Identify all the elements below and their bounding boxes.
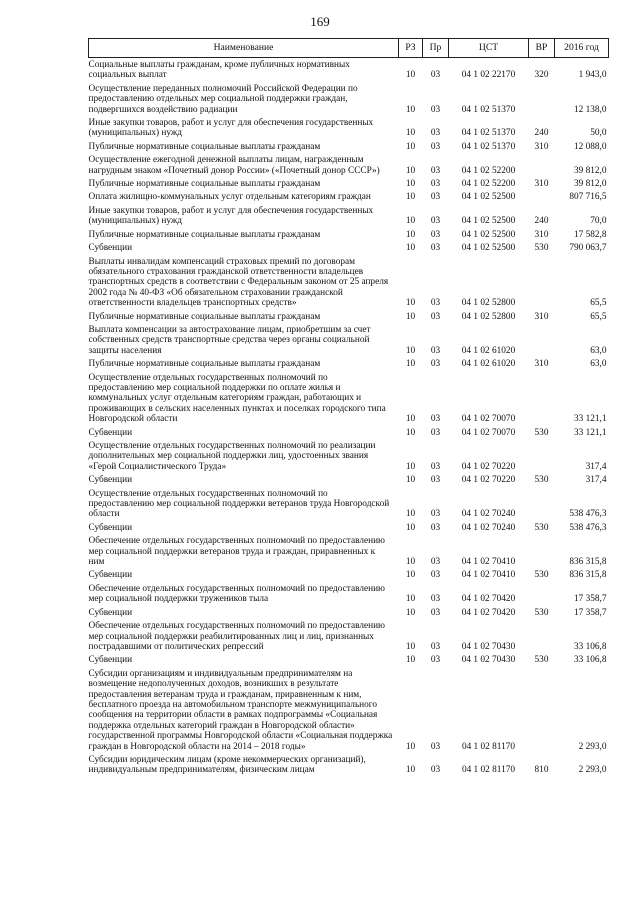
row-pr: 03 — [430, 741, 441, 752]
row-name: Обеспечение отдельных государственных полномочий по предоставлению мер социальной поддержки тружеников тыла — [88, 583, 386, 605]
row-name: Осуществление переданных полномочий Российской Федерации по предоставлению отдельных мер социальной поддержки граждан, подвергшихся воздействию радиации — [88, 83, 358, 115]
row-pr: 03 — [430, 70, 441, 81]
row-vr: 530 — [534, 570, 549, 581]
header-year: 2016 год — [555, 39, 609, 58]
row-amount: 17 358,7 — [573, 607, 607, 618]
row-rz: 10 — [405, 741, 416, 752]
row-amount: 538 476,3 — [569, 509, 607, 520]
table-row — [89, 140, 609, 153]
row-name: Осуществление отдельных государственных полномочий по реализации дополнительных мер социальной поддержки лиц, удостоенных звания «Герой Социалистического Труда» — [88, 441, 376, 472]
row-rz: 10 — [405, 345, 416, 356]
header-pr: Пр — [423, 39, 449, 58]
row-name: Иные закупки товаров, работ и услуг для обеспечения государственных (муниципальных) нужд — [88, 205, 374, 227]
row-name: Субвенции — [88, 475, 133, 486]
table-header-row — [89, 39, 609, 58]
row-cst: 04 1 02 70240 — [461, 522, 516, 533]
row-rz: 10 — [405, 70, 416, 81]
row-cst: 04 1 02 52500 — [461, 243, 516, 254]
table-row — [89, 58, 609, 82]
table-row — [89, 426, 609, 439]
row-pr: 03 — [430, 216, 441, 227]
row-amount: 39 812,0 — [573, 165, 607, 176]
row-amount: 17 358,7 — [573, 594, 607, 605]
row-vr — [529, 190, 555, 203]
table-row — [89, 534, 609, 568]
table-row — [89, 82, 609, 116]
row-vr: 530 — [534, 475, 549, 486]
row-amount: 317,4 — [585, 475, 607, 486]
row-rz: 10 — [405, 359, 416, 370]
row-cst: 04 1 02 81170 — [461, 765, 516, 776]
row-cst: 04 1 02 22170 — [461, 70, 516, 81]
row-pr: 03 — [430, 359, 441, 370]
row-pr: 03 — [430, 522, 441, 533]
row-cst: 04 1 02 70240 — [461, 509, 516, 520]
row-pr: 03 — [430, 104, 441, 115]
row-pr: 03 — [430, 179, 441, 190]
table-row — [89, 204, 609, 228]
row-name: Обеспечение отдельных государственных полномочий по предоставлению мер социальной поддержки ветеранов труда и граждан, приравненных к ним — [88, 536, 386, 568]
row-rz: 10 — [405, 570, 416, 581]
row-amount: 65,5 — [590, 311, 607, 322]
row-pr: 03 — [430, 229, 441, 240]
row-rz: 10 — [405, 594, 416, 605]
row-pr: 03 — [430, 570, 441, 581]
page-number: 169 — [310, 14, 330, 29]
row-vr: 310 — [534, 311, 549, 322]
row-amount: 33 121,1 — [573, 427, 607, 438]
table-row — [89, 255, 609, 310]
row-cst: 04 1 02 70430 — [461, 655, 516, 666]
row-name: Осуществление отдельных государственных полномочий по предоставлению мер социальной поддержки по оплате жилья и коммунальных услуг отдельным категориям граждан, работающих и проживающих в сельских населенных пунктах и поселках городского типа Новгородской области — [88, 372, 386, 425]
row-amount: 2 293,0 — [578, 765, 607, 776]
row-rz: 10 — [405, 216, 416, 227]
table-row — [89, 371, 609, 426]
row-vr: 240 — [534, 216, 549, 227]
row-vr: 530 — [534, 522, 549, 533]
row-vr — [529, 667, 555, 753]
row-cst: 04 1 02 70430 — [461, 641, 516, 652]
row-amount: 50,0 — [590, 128, 607, 139]
row-pr: 03 — [430, 141, 441, 152]
table-row — [89, 177, 609, 190]
row-amount: 12 088,0 — [573, 141, 607, 152]
row-pr: 03 — [430, 655, 441, 666]
row-vr: 310 — [534, 359, 549, 370]
row-pr: 03 — [430, 557, 441, 568]
table-row — [89, 667, 609, 753]
row-pr: 03 — [430, 414, 441, 425]
row-vr: 810 — [534, 765, 549, 776]
row-cst: 04 1 02 52200 — [461, 179, 516, 190]
row-name: Обеспечение отдельных государственных полномочий по предоставлению мер социальной поддержки реабилитированных лиц и лиц, признанных пострадавшими от политических репрессий — [88, 621, 386, 652]
row-cst: 04 1 02 52800 — [461, 311, 516, 322]
row-rz: 10 — [405, 179, 416, 190]
row-rz: 10 — [405, 192, 416, 203]
row-amount: 33 106,8 — [573, 655, 607, 666]
row-vr — [529, 619, 555, 653]
row-pr: 03 — [430, 509, 441, 520]
row-vr — [529, 439, 555, 473]
row-pr: 03 — [430, 345, 441, 356]
row-vr — [529, 487, 555, 521]
row-pr: 03 — [430, 594, 441, 605]
table-row — [89, 653, 609, 666]
row-rz: 10 — [405, 655, 416, 666]
row-pr: 03 — [430, 298, 441, 309]
row-cst: 04 1 02 61020 — [461, 345, 516, 356]
row-pr: 03 — [430, 765, 441, 776]
row-vr — [529, 534, 555, 568]
row-name: Иные закупки товаров, работ и услуг для обеспечения государственных (муниципальных) нужд — [88, 118, 374, 139]
row-name: Выплата компенсации за автострахование лицам, приобретшим за счет собственных средств транспортные средства через органы социальной защиты населения — [88, 324, 371, 356]
row-amount: 33 121,1 — [573, 414, 607, 425]
row-amount: 70,0 — [590, 216, 607, 227]
row-cst: 04 1 02 70070 — [461, 414, 516, 425]
row-cst: 04 1 02 52500 — [461, 229, 516, 240]
row-amount: 39 812,0 — [573, 179, 607, 190]
row-pr: 03 — [430, 461, 441, 472]
table-row — [89, 190, 609, 203]
row-cst: 04 1 02 70420 — [461, 594, 516, 605]
row-rz: 10 — [405, 475, 416, 486]
row-name: Субвенции — [88, 607, 133, 618]
row-rz: 10 — [405, 557, 416, 568]
row-vr: 320 — [534, 70, 549, 81]
row-amount: 1 943,0 — [578, 70, 607, 81]
row-cst: 04 1 02 70420 — [461, 607, 516, 618]
table-row — [89, 310, 609, 323]
row-cst: 04 1 02 52500 — [461, 192, 516, 203]
budget-table — [88, 38, 609, 777]
row-rz: 10 — [405, 765, 416, 776]
row-amount: 2 293,0 — [578, 741, 607, 752]
table-row — [89, 439, 609, 473]
row-name: Оплата жилищно-коммунальных услуг отдельным категориям граждан — [88, 192, 371, 203]
row-amount: 12 138,0 — [573, 104, 607, 115]
row-name: Осуществление отдельных государственных полномочий по предоставлению мер социальной поддержки ветеранов труда Новгородской области — [88, 488, 390, 520]
row-vr: 310 — [534, 179, 549, 190]
row-vr — [529, 582, 555, 606]
row-pr: 03 — [430, 641, 441, 652]
row-cst: 04 1 02 52200 — [461, 165, 516, 176]
row-cst: 04 1 02 51370 — [461, 128, 516, 139]
row-name: Осуществление ежегодной денежной выплаты лицам, награжденным нагрудным знаком «Почетный донор России» («Почетный донор СССР») — [88, 155, 380, 176]
table-row — [89, 357, 609, 370]
row-vr: 530 — [534, 655, 549, 666]
row-pr: 03 — [430, 427, 441, 438]
row-amount: 63,0 — [590, 359, 607, 370]
header-cst: ЦСТ — [449, 39, 529, 58]
row-rz: 10 — [405, 522, 416, 533]
row-name: Выплаты инвалидам компенсаций страховых премий по договорам обязательного страхования гражданской ответственности владельцев транспортных средств в соответствии с Федеральным законом от 25 апреля 2002 года № 40-ФЗ «Об обязательном страховании гражданской ответственности владельцев транспортных средств» — [88, 256, 389, 309]
row-cst: 04 1 02 61020 — [461, 359, 516, 370]
row-name: Публичные нормативные социальные выплаты гражданам — [88, 229, 321, 240]
row-vr: 530 — [534, 607, 549, 618]
row-name: Публичные нормативные социальные выплаты гражданам — [88, 311, 321, 322]
row-amount: 790 063,7 — [569, 243, 607, 254]
row-vr — [529, 82, 555, 116]
row-rz: 10 — [405, 128, 416, 139]
row-pr: 03 — [430, 192, 441, 203]
row-pr: 03 — [430, 475, 441, 486]
table-body — [89, 58, 609, 777]
row-vr: 240 — [534, 128, 549, 139]
row-rz: 10 — [405, 298, 416, 309]
row-name: Субвенции — [88, 570, 133, 581]
table-row — [89, 753, 609, 777]
row-pr: 03 — [430, 243, 441, 254]
row-rz: 10 — [405, 229, 416, 240]
row-cst: 04 1 02 51370 — [461, 104, 516, 115]
row-vr — [529, 255, 555, 310]
table-row — [89, 323, 609, 357]
header-vr: ВР — [529, 39, 555, 58]
row-name: Публичные нормативные социальные выплаты гражданам — [88, 359, 321, 370]
row-amount: 63,0 — [590, 345, 607, 356]
row-vr — [529, 371, 555, 426]
row-cst: 04 1 02 51370 — [461, 141, 516, 152]
header-name: Наименование — [89, 39, 399, 58]
row-rz: 10 — [405, 141, 416, 152]
row-vr — [529, 323, 555, 357]
row-name: Субвенции — [88, 522, 133, 533]
row-amount: 317,4 — [585, 461, 607, 472]
table-row — [89, 606, 609, 619]
row-cst: 04 1 02 52500 — [461, 216, 516, 227]
row-cst: 04 1 02 70070 — [461, 427, 516, 438]
row-rz: 10 — [405, 104, 416, 115]
row-amount: 836 315,8 — [569, 557, 607, 568]
row-rz: 10 — [405, 414, 416, 425]
row-cst: 04 1 02 81170 — [461, 741, 516, 752]
table-row — [89, 473, 609, 486]
row-name: Публичные нормативные социальные выплаты гражданам — [88, 141, 321, 152]
table-row — [89, 487, 609, 521]
row-name: Субвенции — [88, 655, 133, 666]
row-rz: 10 — [405, 165, 416, 176]
table-row — [89, 153, 609, 177]
row-amount: 17 582,8 — [573, 229, 607, 240]
row-pr: 03 — [430, 311, 441, 322]
row-rz: 10 — [405, 461, 416, 472]
row-rz: 10 — [405, 427, 416, 438]
header-rz: РЗ — [399, 39, 423, 58]
row-cst: 04 1 02 70410 — [461, 570, 516, 581]
row-pr: 03 — [430, 165, 441, 176]
row-name: Субсидии организациям и индивидуальным предпринимателям на возмещение недополученных доходов, возникших в результате предоставления ветеранам труда и гражданам, приравненным к ним, бесплатного проезда на автомобильном транспорте межмуниципального сообщения на территории области в рамках подпрограммы «Социальная поддержка отдельных категорий граждан в Новгородской области» государственной программы Новгородской области «Социальная поддержка граждан в Новгородской области на 2014 – 2018 годы» — [88, 668, 393, 752]
row-rz: 10 — [405, 311, 416, 322]
table-row — [89, 241, 609, 254]
row-amount: 65,5 — [590, 298, 607, 309]
row-rz: 10 — [405, 641, 416, 652]
row-amount: 33 106,8 — [573, 641, 607, 652]
row-vr: 530 — [534, 427, 549, 438]
row-cst: 04 1 02 70410 — [461, 557, 516, 568]
row-vr: 310 — [534, 141, 549, 152]
row-vr — [529, 153, 555, 177]
row-name: Социальные выплаты гражданам, кроме публичных нормативных социальных выплат — [88, 60, 350, 81]
row-cst: 04 1 02 70220 — [461, 475, 516, 486]
row-cst: 04 1 02 70220 — [461, 461, 516, 472]
row-rz: 10 — [405, 243, 416, 254]
row-vr: 530 — [534, 243, 549, 254]
row-pr: 03 — [430, 607, 441, 618]
table-row — [89, 619, 609, 653]
row-amount: 807 716,5 — [569, 192, 607, 203]
row-cst: 04 1 02 52800 — [461, 298, 516, 309]
row-rz: 10 — [405, 607, 416, 618]
table-row — [89, 116, 609, 140]
table-row — [89, 568, 609, 581]
row-name: Субвенции — [88, 243, 133, 254]
row-amount: 836 315,8 — [569, 570, 607, 581]
row-rz: 10 — [405, 509, 416, 520]
row-name: Субсидии юридическим лицам (кроме некоммерческих организаций), индивидуальным предпринимателям, физическим лицам — [88, 754, 366, 776]
table-row — [89, 582, 609, 606]
row-pr: 03 — [430, 128, 441, 139]
table-row — [89, 521, 609, 534]
table-row — [89, 228, 609, 241]
row-name: Публичные нормативные социальные выплаты гражданам — [88, 179, 321, 190]
row-amount: 538 476,3 — [569, 522, 607, 533]
row-name: Субвенции — [88, 427, 133, 438]
row-vr: 310 — [534, 229, 549, 240]
